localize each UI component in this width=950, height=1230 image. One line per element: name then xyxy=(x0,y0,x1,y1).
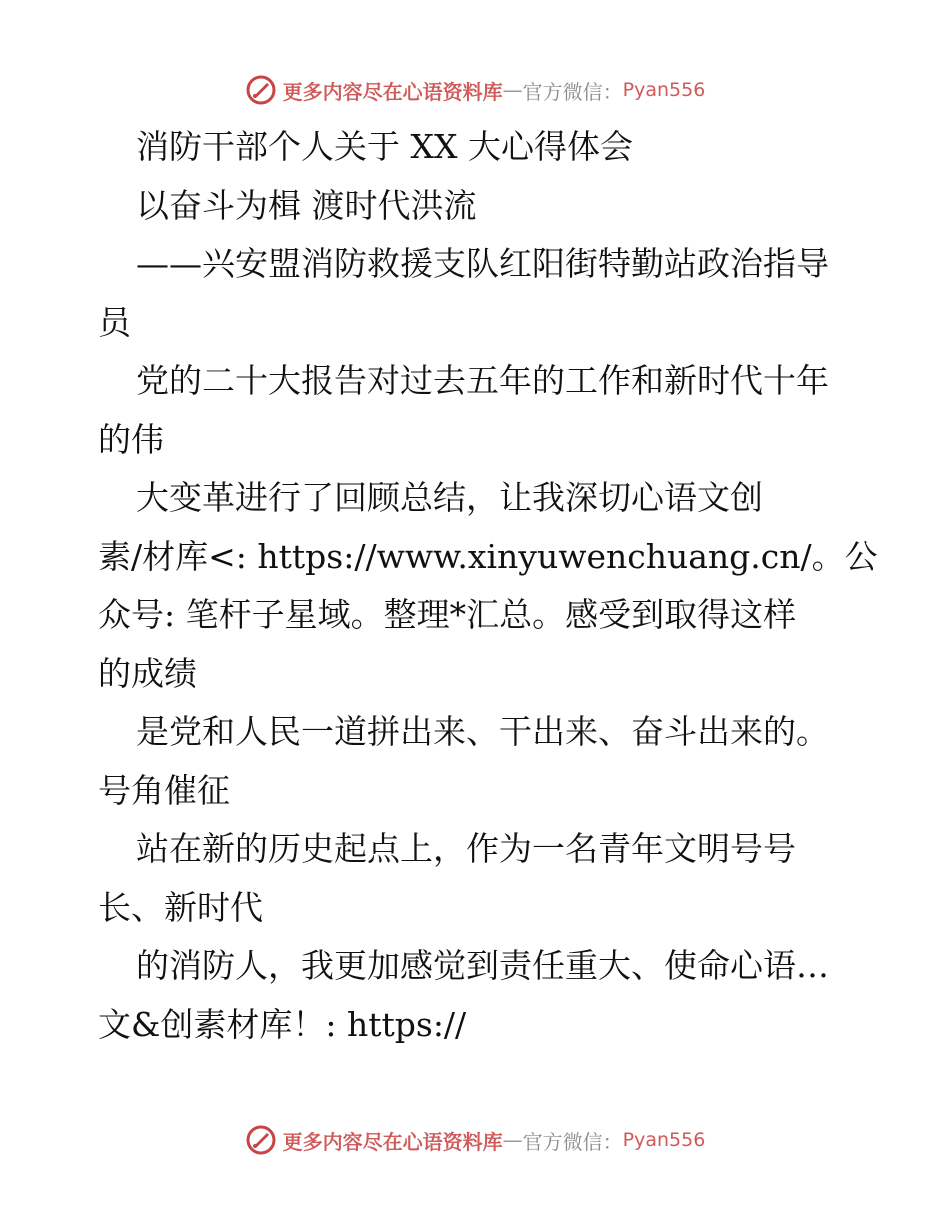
banner-separator: — xyxy=(502,1128,523,1152)
doc-author-line: ——兴安盟消防救援支队红阳街特勤站政治指导 xyxy=(136,244,829,283)
paragraph-line: 素/材库<: https://www.xinyuwenchuang.cn/。公 xyxy=(98,536,878,576)
banner-label: 官方微信： xyxy=(522,79,623,104)
banner-main-text: 更多内容尽在心语资料库 xyxy=(282,1129,503,1154)
logo-icon xyxy=(245,1124,277,1156)
doc-author-line-cont: 员 xyxy=(98,302,131,342)
paragraph-line: 的消防人，我更加感觉到责任重大、使命心语… xyxy=(136,946,829,985)
banner-account: Pyan556 xyxy=(622,1129,706,1151)
banner-separator: — xyxy=(502,78,523,102)
paragraph-line: 站在新的历史起点上，作为一名青年文明号号 xyxy=(136,829,796,868)
banner-account: Pyan556 xyxy=(622,79,706,101)
paragraph-line: 文&创素材库！: https:// xyxy=(98,1004,467,1044)
paragraph-line: 号角催征 xyxy=(98,770,230,810)
banner-label: 官方微信： xyxy=(522,1129,623,1154)
paragraph-line: 长、新时代 xyxy=(98,887,263,927)
paragraph-line: 众号: 笔杆子星域。整理*汇总。感受到取得这样 xyxy=(98,595,797,634)
paragraph-line: 的成绩 xyxy=(98,653,197,693)
doc-subtitle: 以奋斗为楫 渡时代洪流 xyxy=(136,185,477,225)
footer-banner xyxy=(0,1120,950,1160)
paragraph-line: 是党和人民一道拼出来、干出来、奋斗出来的。 xyxy=(136,712,829,751)
paragraph-line: 的伟 xyxy=(98,419,164,459)
paragraph-line: 党的二十大报告对过去五年的工作和新时代十年 xyxy=(136,361,829,400)
banner-main-text: 更多内容尽在心语资料库 xyxy=(282,79,503,104)
doc-title: 消防干部个人关于 XX 大心得体会 xyxy=(136,127,633,166)
document-body xyxy=(98,118,878,1054)
logo-icon xyxy=(245,74,277,106)
header-banner xyxy=(0,70,950,110)
paragraph-line: 大变革进行了回顾总结，让我深切心语文创 xyxy=(136,478,763,517)
